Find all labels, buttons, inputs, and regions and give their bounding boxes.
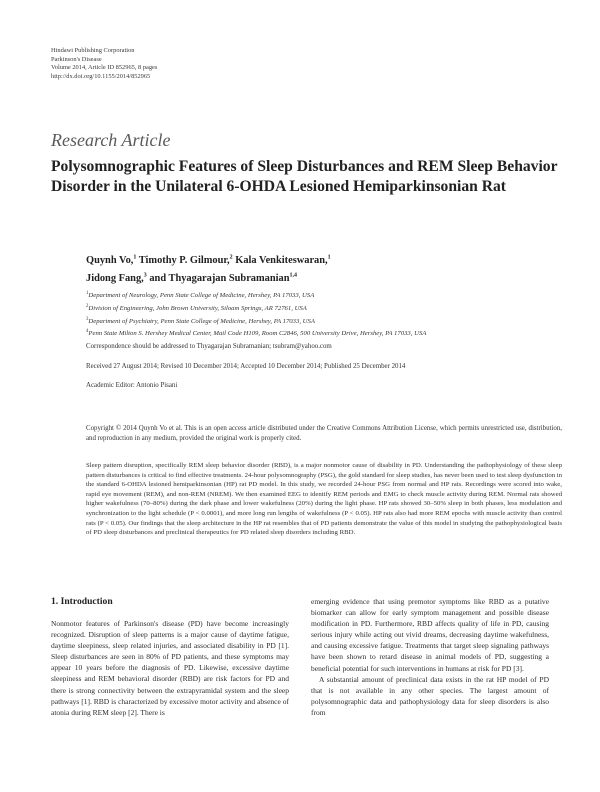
paper-title: Polysomnographic Features of Sleep Disturbances and REM Sleep Behavior Disorder in the Unilateral 6-OHDA Lesioned Hemiparkinsonian Rat <box>51 158 558 195</box>
academic-editor: Academic Editor: Antonio Pisani <box>86 382 178 389</box>
abstract: Sleep pattern disruption, specifically REM sleep behavior disorder (RBD), is a major nonmotor cause of disability in PD. Understanding the pathophysiology of these sleep pattern disturbances is critical to find effective treatments. 24-hour polysomnography (PSG), the gold standard for sleep studies, has never been used to test sleep dysfunction in the standard 6-OHDA lesioned hemiparkinsonian (HP) rat PD model. In this study, we recorded 24-hour PSG from normal and HP rats. Recordings were scored into wake, rapid eye movement (REM), and non-REM (NREM). We then examined EEG to identify REM periods and EMG to check muscle activity during REM. Normal rats showed higher wakefulness (70–80%) during the dark phase and lower wakefulness (20%) during the light phase. HP rats showed 30–50% sleep in both phases, less modulation and synchronization to the light schedule (P < 0.0001), and more long run lengths of wakefulness (P < 0.05). HP rats also had more REM epochs with muscle activity than control rats (P < 0.05). Our findings that the sleep architecture in the HP rat resembles that of PD patients demonstrate the value of this model in studying the pathophysiological basis of PD sleep disturbances and preclinical therapeutics for PD related sleep disorders including RBD. <box>86 462 563 537</box>
correspondence: Correspondence should be addressed to Thyagarajan Subramanian; tsubram@yahoo.com <box>86 343 332 350</box>
body-paragraph: A substantial amount of preclinical data exists in the rat HP model of PD that is not available in any other species. The largest amount of polysomnographic data and pathophysiology data for sleep disorders is also from <box>311 674 549 717</box>
affiliation-list <box>86 289 586 340</box>
author: Jidong Fang,$^3$ <box>86 272 147 284</box>
body-paragraph: Nonmotor features of Parkinson's disease (PD) have become increasingly recognized. Disruption of sleep patterns is a major cause of daytime fatigue, daytime sleepiness, sleep related injuries, and associated disability in PD [1]. Sleep disturbances are seen in 80% of PD patients, and these symptoms may appear 10 years before the diagnosis of PD. Likewise, excessive daytime sleepiness and REM behavioral disorder (RBD) are risk factors for PD and there is strong connectivity between the extrapyramidal system and the sleep pathways [1]. RBD is characterized by excessive motor activity and absence of atonia during REM sleep [2]. There is <box>51 619 289 717</box>
affiliation: $^2$Division of Engineering, John Brown University, Siloam Springs, AR 72761, USA <box>86 303 307 313</box>
author-list <box>86 251 556 286</box>
journal-name: Parkinson's Disease <box>51 55 102 63</box>
doi-link[interactable]: http://dx.doi.org/10.1155/2014/852965 <box>51 72 151 80</box>
copyright-notice: Copyright © 2014 Quynh Vo et al. This is an open access article distributed under the Creative Commons Attribution License, which permits unrestricted use, distribution, and reproduction in any medium, provided the original work is properly cited. <box>86 425 562 443</box>
body-paragraph: emerging evidence that using premotor symptoms like RBD as a putative biomarker can allow for early symptom management and possible disease modification in PD. Furthermore, RBD affects quality of life in PD, causing serious injury while acting out vivid dreams, decreasing daytime wakefulness, and causing excessive fatigue. Treatments that target sleep signaling pathways have been shown to retard disease in animal models of PD, suggesting a beneficial potential for such interventions in humans at risk for PD [3]. <box>311 597 549 673</box>
masthead <box>51 47 157 81</box>
affiliation: $^1$Department of Neurology, Penn State College of Medicine, Hershey, PA 17033, USA <box>86 291 315 300</box>
affiliation: $^3$Department of Psychiatry, Penn State College of Medicine, Hershey, PA 17033, USA <box>86 316 315 325</box>
body-column-right <box>311 596 549 718</box>
author: Quynh Vo,$^1$ <box>86 255 137 267</box>
author: and Thyagarajan Subramanian$^{1,4}$ <box>149 272 297 284</box>
author: Kala Venkiteswaran,$^1$ <box>235 255 331 267</box>
affiliation: $^4$Penn State Milton S. Hershey Medical Center, Mail Code H109, Room C2846, 500 University Drive, Hershey, PA 17033, USA <box>86 329 427 338</box>
publication-dates: Received 27 August 2014; Revised 10 December 2014; Accepted 10 December 2014; Published 25 December 2014 <box>86 363 406 370</box>
volume-info: Volume 2014, Article ID 852965, 8 pages <box>51 64 158 72</box>
article-type: Research Article <box>51 130 171 150</box>
publisher-name: Hindawi Publishing Corporation <box>51 47 135 54</box>
body-column-left <box>51 618 289 718</box>
section-heading: 1. Introduction <box>51 596 113 607</box>
author: Timothy P. Gilmour,$^2$ <box>138 255 233 267</box>
